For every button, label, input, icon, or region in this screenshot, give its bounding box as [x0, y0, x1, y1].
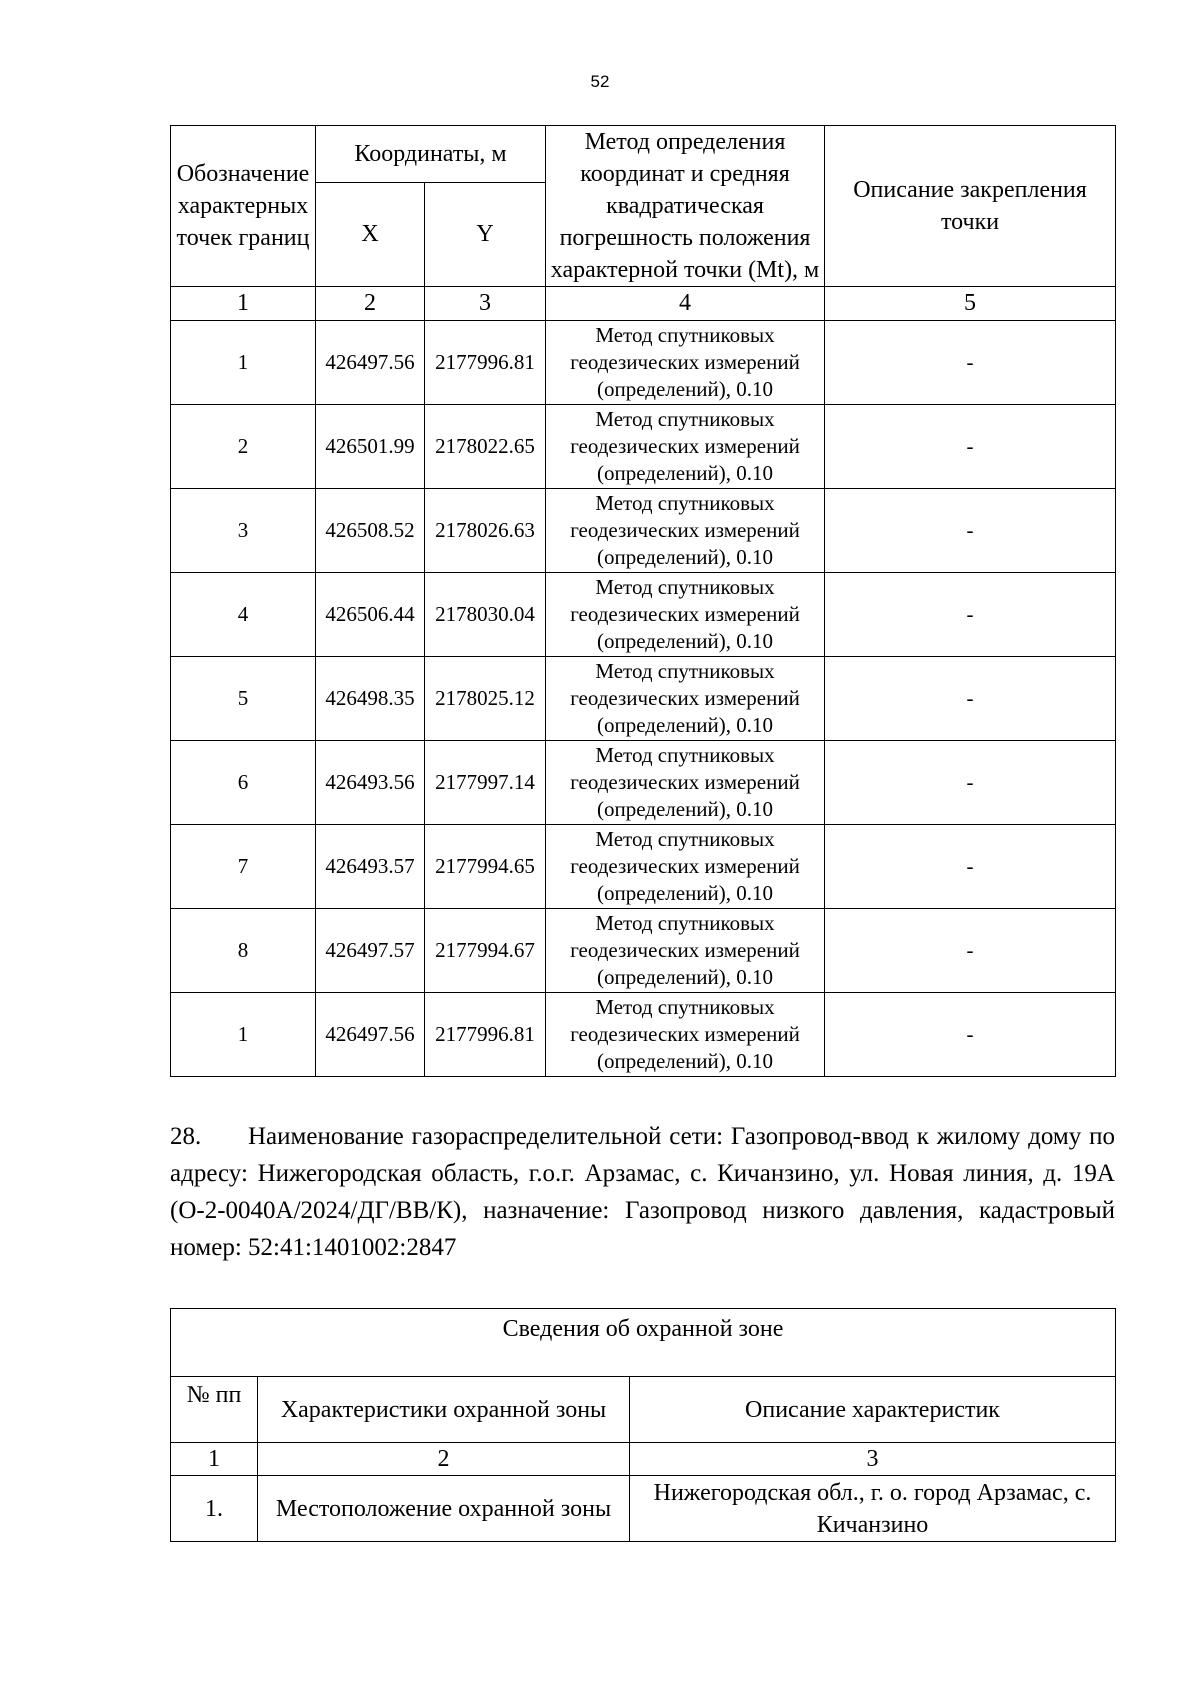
header-description: Описание закрепления точки — [825, 126, 1116, 287]
column-number: 3 — [630, 1443, 1116, 1476]
point-description: - — [825, 489, 1116, 573]
coord-x: 426498.35 — [316, 657, 425, 741]
method-line: Метод спутниковых — [595, 743, 775, 767]
point-number: 4 — [171, 573, 316, 657]
protection-zone-table — [170, 1308, 1116, 1542]
point-description: - — [825, 825, 1116, 909]
paragraph-number: 28. — [170, 1123, 202, 1150]
method-line: геодезических измерений — [570, 854, 800, 878]
method-line: (определений), 0.10 — [596, 629, 774, 653]
method-line: геодезических измерений — [570, 686, 800, 710]
header-coordinates: Координаты, м — [316, 126, 546, 183]
method-line: геодезических измерений — [570, 938, 800, 962]
coord-x: 426497.56 — [316, 993, 425, 1077]
point-number: 3 — [171, 489, 316, 573]
point-number: 6 — [171, 741, 316, 825]
coord-y: 2178022.65 — [425, 405, 546, 489]
coord-x: 426493.56 — [316, 741, 425, 825]
point-number: 5 — [171, 657, 316, 741]
coord-x: 426493.57 — [316, 825, 425, 909]
coord-x: 426506.44 — [316, 573, 425, 657]
column-number: 3 — [425, 287, 546, 321]
method-line: геодезических измерений — [570, 602, 800, 626]
point-description: - — [825, 321, 1116, 405]
method-cell — [546, 405, 825, 489]
coord-y: 2177996.81 — [425, 993, 546, 1077]
table-row — [171, 657, 1116, 741]
method-line: (определений), 0.10 — [596, 545, 774, 569]
method-cell — [546, 321, 825, 405]
method-line: геодезических измерений — [570, 770, 800, 794]
method-line: (определений), 0.10 — [596, 797, 774, 821]
header-characteristic-description: Описание характеристик — [630, 1377, 1116, 1443]
point-description: - — [825, 741, 1116, 825]
header-characteristic: Характеристики охранной зоны — [258, 1377, 630, 1443]
table-row — [171, 1476, 1116, 1542]
method-line: (определений), 0.10 — [596, 881, 774, 905]
network-description-paragraph — [170, 1118, 1115, 1266]
column-number: 4 — [546, 287, 825, 321]
method-cell — [546, 489, 825, 573]
table-row — [171, 321, 1116, 405]
point-description: - — [825, 573, 1116, 657]
table-row — [171, 489, 1116, 573]
method-line: (определений), 0.10 — [596, 461, 774, 485]
coord-y: 2177997.14 — [425, 741, 546, 825]
column-number: 5 — [825, 287, 1116, 321]
coord-y: 2177996.81 — [425, 321, 546, 405]
coord-x: 426508.52 — [316, 489, 425, 573]
method-line: Метод спутниковых — [595, 575, 775, 599]
coord-y: 2178030.04 — [425, 573, 546, 657]
column-number: 1 — [171, 287, 316, 321]
method-line: Метод спутниковых — [595, 407, 775, 431]
method-cell — [546, 909, 825, 993]
method-line: геодезических измерений — [570, 518, 800, 542]
method-cell — [546, 825, 825, 909]
point-number: 2 — [171, 405, 316, 489]
method-cell — [546, 573, 825, 657]
point-description: - — [825, 405, 1116, 489]
coord-y: 2178025.12 — [425, 657, 546, 741]
page-number: 52 — [590, 72, 610, 91]
coord-y: 2178026.63 — [425, 489, 546, 573]
coordinates-table — [170, 125, 1116, 1077]
column-number: 2 — [258, 1443, 630, 1476]
zone-table-title: Сведения об охранной зоне — [171, 1309, 1116, 1377]
method-cell — [546, 741, 825, 825]
table-row — [171, 825, 1116, 909]
method-line: геодезических измерений — [570, 350, 800, 374]
method-line: Метод спутниковых — [595, 659, 775, 683]
method-cell — [546, 993, 825, 1077]
header-row-number: № пп — [171, 1377, 258, 1443]
column-number: 2 — [316, 287, 425, 321]
coord-y: 2177994.67 — [425, 909, 546, 993]
method-line: (определений), 0.10 — [596, 377, 774, 401]
row-number: 1. — [171, 1476, 258, 1542]
method-line: Метод спутниковых — [595, 827, 775, 851]
point-description: - — [825, 993, 1116, 1077]
point-number: 1 — [171, 321, 316, 405]
method-line: Метод спутниковых — [595, 491, 775, 515]
method-line: геодезических измерений — [570, 1022, 800, 1046]
table-row — [171, 909, 1116, 993]
paragraph-text: Наименование газораспределительной сети: Газопровод-ввод к жилому дому по адресу: Нижегородская область, г.о.г. Арзамас, с. Кичанзино, ул. Новая линия, д. 19А (О-2-0040А/2024/ДГ/ВВ/К), назначение: Газопровод низкого давления, кадастровый номер: 52:41:1401002:2847 — [170, 1123, 1115, 1261]
method-line: Метод спутниковых — [595, 911, 775, 935]
table-row — [171, 405, 1116, 489]
point-number: 1 — [171, 993, 316, 1077]
table-row — [171, 573, 1116, 657]
method-line: (определений), 0.10 — [596, 713, 774, 737]
point-description: - — [825, 909, 1116, 993]
method-line: (определений), 0.10 — [596, 965, 774, 989]
coord-x: 426497.56 — [316, 321, 425, 405]
table-row — [171, 993, 1116, 1077]
header-method: Метод определения координат и средняя квадратическая погрешность положения характерной точки (Mt), м — [546, 126, 825, 287]
header-y: Y — [425, 182, 546, 286]
header-designation: Обозначение характерных точек границ — [171, 126, 316, 287]
column-number: 1 — [171, 1443, 258, 1476]
header-x: X — [316, 182, 425, 286]
method-line: Метод спутниковых — [595, 995, 775, 1019]
method-line: геодезических измерений — [570, 434, 800, 458]
zone-characteristic-description: Нижегородская обл., г. о. город Арзамас, с. Кичанзино — [630, 1476, 1116, 1542]
table-row — [171, 741, 1116, 825]
coord-x: 426497.57 — [316, 909, 425, 993]
coord-x: 426501.99 — [316, 405, 425, 489]
method-line: Метод спутниковых — [595, 323, 775, 347]
point-description: - — [825, 657, 1116, 741]
point-number: 7 — [171, 825, 316, 909]
method-cell — [546, 657, 825, 741]
column-number-row — [171, 287, 1116, 321]
point-number: 8 — [171, 909, 316, 993]
method-line: (определений), 0.10 — [596, 1049, 774, 1073]
coord-y: 2177994.65 — [425, 825, 546, 909]
zone-characteristic: Местоположение охранной зоны — [258, 1476, 630, 1542]
